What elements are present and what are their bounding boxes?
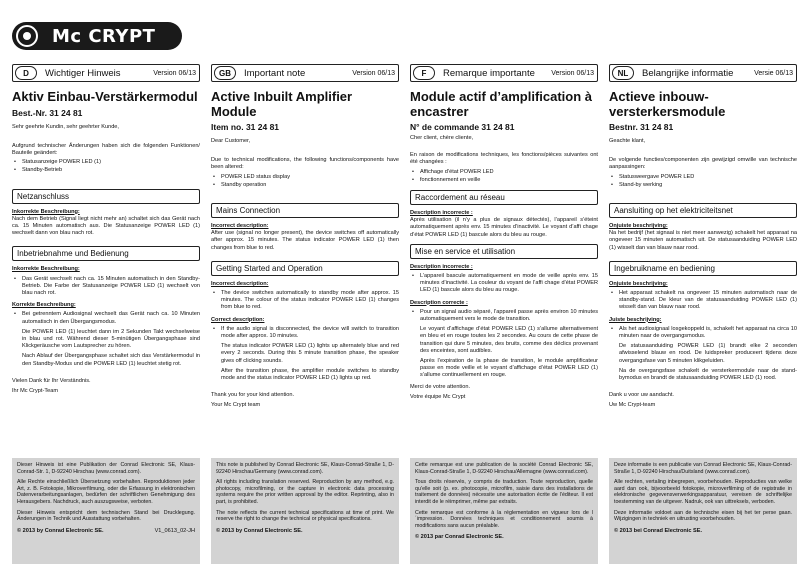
copyright-line xyxy=(614,528,792,534)
section-label: Correct description: xyxy=(211,316,265,323)
section-text: After use (signal no longer present), the device switches off automatically after approx. 15 minutes. The status indicator POWER LED (1) then changes from blue to red. xyxy=(211,230,399,251)
notice-header xyxy=(12,64,200,82)
section-text: Na de overgangsfase schakelt de versterkermodule naar de stand-bymodus en brandt de statusaanduiding POWER LED (1) rood. xyxy=(619,367,797,382)
list-item: • Het apparaat schakelt na ongeveer 15 minuten automatisch naar de standby-stand. De kleur van de statusaanduiding POWER LED (1) wisselt dan van blauw naar rood. xyxy=(609,290,797,312)
list-item: • fonctionnement en veille xyxy=(410,177,598,184)
imprint-text: Alle Rechte einschließlich Übersetzung vorbehalten. Reproduktionen jeder Art, z. B. Fotokopie, Mikroverfilmung, oder die Erfassung in elektronischen Datenverarbeitungsanlagen, bedürfen der schriftlichen Genehmigung des Herausgebers. Nachdruck, auch auszugsweise, verboten. xyxy=(17,479,195,505)
section-text: Die POWER LED (1) leuchtet dann im 2 Sekunden Takt wechselweise in blau und rot. Während dieser 5-minütigen Übergangsphase sind Klickgeräusche vom Lautsprecher zu hören. xyxy=(22,328,200,350)
thanks-text: Dank u voor uw aandacht. xyxy=(609,392,674,399)
section-heading: Mise en service et utilisation xyxy=(410,244,598,259)
bullet-list xyxy=(410,273,598,295)
section-label: Description incorrecte : xyxy=(410,263,473,270)
imprint-text: Dieser Hinweis ist eine Publikation der Conrad Electronic SE, Klaus-Conrad-Str. 1, D-92240 Hirschau (www.conrad.com). xyxy=(17,462,195,475)
section-label: Incorrect description: xyxy=(211,223,269,230)
document-code: V1_0613_02-JH xyxy=(154,527,195,534)
bullet-list xyxy=(211,326,399,340)
intro-text: De volgende functies/componenten zijn gewijzigd omwille van technische aanpassingen: xyxy=(609,157,797,171)
notice-title: Remarque importante xyxy=(443,67,535,79)
language-badge: D xyxy=(15,66,37,80)
notice-title: Important note xyxy=(244,67,306,79)
section-text: Na het bedrijf (het signaal is niet meer aanwezig) schakelt het apparaat na ongeveer 15 minuten automatisch uit. De statusaanduiding POWER LED (1) wisselt dan van blauw naar rood. xyxy=(609,230,797,251)
product-title: Actieve inbouw-versterkersmodule xyxy=(609,89,726,119)
section-label: Incorrect description: xyxy=(211,280,269,287)
list-item: • Statusanzeige POWER LED (1) xyxy=(12,159,200,166)
section-text: Le voyant d’affichage d’état POWER LED (1) s’allume alternativement en bleu et en rouge toutes les 2 secondes. Au cours de cette phase de transition qui dure 5 minutes, des bruits, comme des déclics provenant des enceintes, sont audibles. xyxy=(420,326,598,354)
copyright: © 2013 bei Conrad Electronic SE. xyxy=(614,527,703,534)
product-title: Active Inbuilt Amplifier Module xyxy=(211,89,353,119)
section-label: Description incorrecte : xyxy=(410,210,473,217)
list-item: • Affichage d’état POWER LED xyxy=(410,169,598,176)
notice-header xyxy=(211,64,399,82)
list-item: • Standby operation xyxy=(211,182,399,189)
section-heading: Inbetriebnahme und Bedienung xyxy=(12,246,200,261)
section-text: Nach Ablauf der Übergangsphase schaltet sich das Verstärkermodul in den Standby-Modus und die POWER LED (1) leuchtet stetig rot. xyxy=(22,353,200,367)
section-text: After the transition phase, the amplifier module switches to standby mode and the status indicator POWER LED (1) lights up red. xyxy=(221,367,399,382)
section-heading: Ingebruikname en bediening xyxy=(609,261,797,276)
imprint-text: Deze informatie is een publicatie van Conrad Electronic SE, Klaus-Conrad-Straße 1, D-92240 Hirschau/Duitsland (www.conrad.com). xyxy=(614,462,792,475)
thanks-text: Merci de votre attention. xyxy=(410,383,471,390)
notice-version: Version 06/13 xyxy=(153,69,196,77)
list-item: • The device switches automatically to standby mode after approx. 15 minutes. The colour of the status indicator POWER LED (1) changes from blue to red. xyxy=(211,290,399,312)
notice-title: Wichtiger Hinweis xyxy=(45,67,121,79)
list-item: • Pour un signal audio séparé, l’appareil passe après environ 10 minutes automatiquement vers le mode de transition. xyxy=(410,309,598,323)
section-text: De statusaanduiding POWER LED (1) brandt elke 2 seconden afwisselend blauw en rood. De luidspreker produceert tijdens deze overgangsfase van 5 minuten klikgeluiden. xyxy=(619,343,797,364)
list-item: • If the audio signal is disconnected, the device will switch to transition mode after approx. 10 minutes. xyxy=(211,326,399,340)
changes-list xyxy=(211,174,399,189)
bullet-list xyxy=(12,276,200,298)
notice-version: Version 06/13 xyxy=(352,69,395,77)
list-item: • Als het audiosignaal losgekoppeld is, schakelt het apparaat na circa 10 minuten naar de overgangsmodus. xyxy=(609,326,797,340)
list-item: • Bei getrenntem Audiosignal wechselt das Gerät nach ca. 10 Minuten automatisch in den Übergangsmodus. xyxy=(12,311,200,325)
order-number: N° de commande 31 24 81 xyxy=(410,122,515,132)
greeting: Sehr geehrte Kundin, sehr geehrter Kunde, xyxy=(12,123,119,130)
imprint-text: Dieser Hinweis entspricht dem technischen Stand bei Drucklegung. Änderungen in Technik und Ausstattung vorbehalten. xyxy=(17,509,195,523)
team-signature: Your Mc Crypt team xyxy=(211,402,261,409)
section-text: Après utilisation (il n’y a plus de signaux détectés), l’appareil s’éteint automatiquement après env. 15 minutes d’inactivité. Le voyant d’affi chage d’état POWER LED (1) bascule alors du bleu au rouge. xyxy=(410,217,598,238)
imprint-text: Cette remarque est une publication de la société Conrad Electronic SE, Klaus-Conrad-Straße 1, D-92240 Hirschau/Allemagne (www.conrad.com). xyxy=(415,462,593,475)
team-signature: Uw Mc Crypt-team xyxy=(609,402,656,409)
changes-list xyxy=(12,159,200,174)
imprint-box xyxy=(211,458,399,564)
bullet-list xyxy=(609,326,797,340)
section-label: Description correcte : xyxy=(410,299,468,306)
list-item: • Das Gerät wechselt nach ca. 15 Minuten automatisch in den Standby-Betrieb. Die Farbe der Statusanzeige POWER LED (1) wechselt von blau nach rot. xyxy=(12,276,200,298)
imprint-box xyxy=(410,458,598,564)
list-item: • POWER LED status display xyxy=(211,174,399,181)
greeting: Cher client, chère cliente, xyxy=(410,135,474,141)
section-label: Onjuiste beschrijving: xyxy=(609,280,668,287)
imprint-text: Alle rechten, vertaling inbegrepen, voorbehouden. Reproducties van welke aard dan ook, bijvoorbeeld fotokopie, microverfilming of de registratie in elektronische gegevensverwerkingsapparatuur, vereisen de schriftelijke toestemming van de uitgever. Nadruk, ook van uittreksels, verboden. xyxy=(614,479,792,505)
notice-header xyxy=(410,64,598,82)
notice-version: Version 06/13 xyxy=(551,69,594,77)
imprint-text: Deze informatie voldoet aan de technische eisen bij het ter perse gaan. Wijzigingen in techniek en uitrusting voorbehouden. xyxy=(614,509,792,523)
changes-list xyxy=(410,169,598,184)
list-item: • Standby-Betrieb xyxy=(12,167,200,174)
intro-text: Due to technical modifications, the following functions/components have been altered: xyxy=(211,157,399,171)
imprint-box xyxy=(609,458,797,564)
copyright-line xyxy=(17,528,195,534)
bullet-list xyxy=(211,290,399,312)
imprint-text: This note is published by Conrad Electronic SE, Klaus-Conrad-Straße 1, D-92240 Hirschau/Germany (www.conrad.com). xyxy=(216,462,394,475)
notice-title: Belangrijke informatie xyxy=(642,67,734,79)
thanks-text: Vielen Dank für Ihr Verständnis. xyxy=(12,377,91,384)
imprint-text: Tous droits réservés, y compris de traduction. Toute reproduction, quelle qu’elle soit (p. ex. photocopie, microfilm, saisie dans des installations de traitement de données) nécessite une autorisation écrite de l’éditeur. Il est interdit de le réimprimer, même par extraits. xyxy=(415,479,593,505)
copyright: © 2013 by Conrad Electronic SE. xyxy=(17,527,104,534)
list-item: • L’appareil bascule automatiquement en mode de veille après env. 15 minutes d’inactivité. La couleur du voyant de l’affi chage d’état POWER LED (1) bascule alors du bleu au rouge. xyxy=(410,273,598,295)
brand-name: Mc CRYPT xyxy=(52,25,156,47)
team-signature: Votre équipe Mc Crypt xyxy=(410,393,466,400)
list-item: • Stand-by werking xyxy=(609,182,797,189)
product-title: Aktiv Einbau-Verstärkermodul xyxy=(12,89,198,104)
language-badge: F xyxy=(413,66,435,80)
thanks-text: Thank you for your kind attention. xyxy=(211,392,295,399)
section-text: Nach dem Betrieb (Signal liegt nicht mehr an) schaltet sich das Gerät nach ca. 15 Minuten automatisch aus. Die Statusanzeige POWER LED (1) wechselt dann von blau nach rot. xyxy=(12,215,200,237)
copyright: © 2013 by Conrad Electronic SE. xyxy=(216,527,303,534)
copyright-line xyxy=(415,534,593,540)
team-signature: Ihr Mc Crypt-Team xyxy=(12,387,58,394)
section-label: Onjuiste beschrijving: xyxy=(609,223,668,230)
section-label: Inkorrekte Beschreibung: xyxy=(12,208,80,215)
imprint-box xyxy=(12,458,200,564)
section-label: Inkorrekte Beschreibung: xyxy=(12,266,80,273)
list-item: • Statusweergave POWER LED xyxy=(609,174,797,181)
brand-logo-icon xyxy=(16,25,38,47)
order-number: Bestnr. 31 24 81 xyxy=(609,122,674,132)
language-badge: NL xyxy=(612,66,634,80)
section-heading: Raccordement au réseau xyxy=(410,190,598,205)
section-text: The status indicator POWER LED (1) lights up alternately blue and red every 2 seconds. During this 5 minute transition phase, the speaker gives off clicking sounds. xyxy=(221,343,399,364)
greeting: Geachte klant, xyxy=(609,138,646,144)
language-badge: GB xyxy=(214,66,236,80)
section-heading: Getting Started and Operation xyxy=(211,261,399,276)
copyright-line xyxy=(216,528,394,534)
order-number: Best.-Nr. 31 24 81 xyxy=(12,107,83,118)
product-title: Module actif d’amplification à encastrer xyxy=(410,89,593,119)
section-text: Après l’expiration de la phase de transition, le module amplificateur passe en mode veille et le voyant d’affichage d’état POWER LED (1) s’allume continuellement en rouge. xyxy=(420,358,598,379)
copyright: © 2013 par Conrad Electronic SE. xyxy=(415,534,504,541)
imprint-text: All rights including translation reserved. Reproduction by any method, e.g. photocopy, microfilming, or the capture in electronic data processing systems require the prior written approval by the editor. Reprinting, also in part, is prohibited. xyxy=(216,479,394,505)
greeting: Dear Customer, xyxy=(211,138,251,144)
notice-version: Versie 06/13 xyxy=(754,69,793,77)
changes-list xyxy=(609,174,797,189)
imprint-text: The note reflects the current technical specifications at time of print. We reserve the right to change the technical or physical specifications. xyxy=(216,509,394,523)
bullet-list xyxy=(12,311,200,325)
section-heading: Aansluiting op het elektriciteitsnet xyxy=(609,203,797,218)
imprint-text: Cette remarque est conforme à la réglementation en vigueur lors de l´impression. Données techniques et conditionnement soumis à modifications sans aucun préalable. xyxy=(415,509,593,529)
section-heading: Netzanschluss xyxy=(12,189,200,204)
section-label: Korrekte Beschreibung: xyxy=(12,302,76,309)
intro-text: En raison de modifications techniques, les fonctions/pièces suivantes ont été changées : xyxy=(410,152,598,166)
section-heading: Mains Connection xyxy=(211,203,399,218)
bullet-list xyxy=(609,290,797,312)
bullet-list xyxy=(410,309,598,323)
notice-header xyxy=(609,64,797,82)
section-label: Juiste beschrijving: xyxy=(609,316,662,323)
brand-logo xyxy=(12,22,182,50)
intro-text: Aufgrund technischer Änderungen haben sich die folgenden Funktionen/ Bauteile geändert: xyxy=(12,142,200,156)
order-number: Item no. 31 24 81 xyxy=(211,122,280,132)
